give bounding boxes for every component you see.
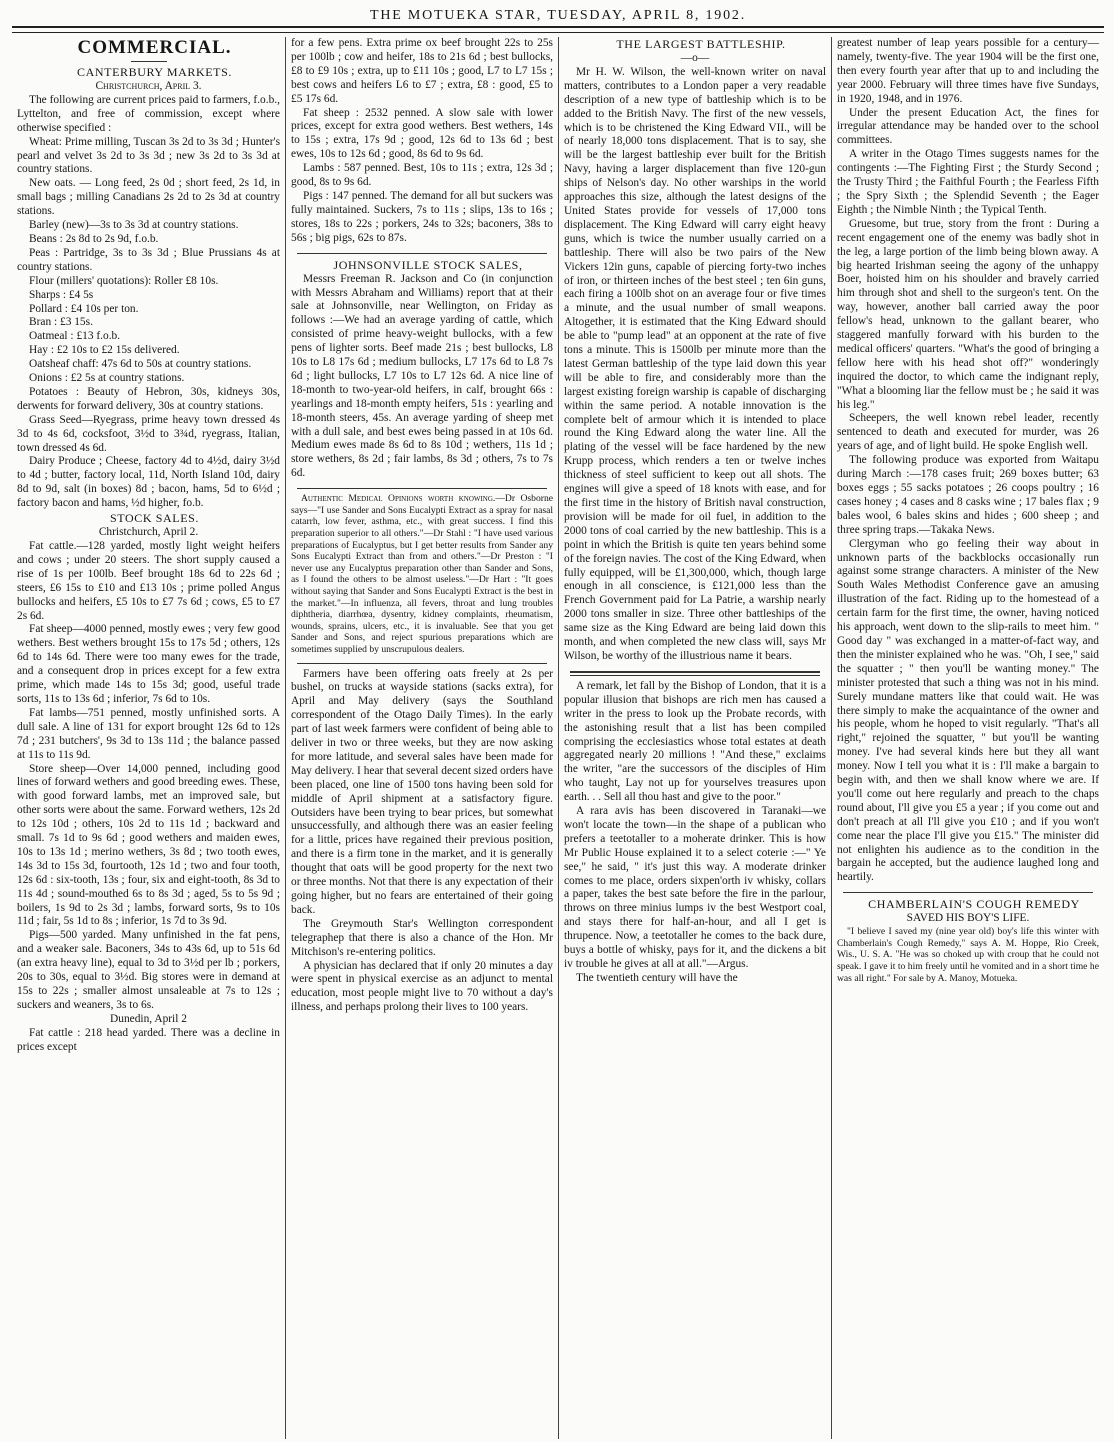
- paragraph: The following produce was exported from Waitapu during March :—178 cases fruit; 269 boxes butter; 63 boxes eggs ; 55 sacks potatoes ; 26 coops poultry ; 16 cases honey ; 4 cases and 8 casks wine ; 17 bales flax ; 9 bales wool, 6 bales skins and hides ; 600 sheep ; and three spring traps.—Takaka News.: [837, 454, 1099, 536]
- paragraph: The twentieth century will have the: [576, 971, 738, 984]
- paragraph: Barley (new)—3s to 3s 3d at country stations.: [29, 219, 239, 232]
- paragraph: Peas : Partridge, 3s to 3s 3d ; Blue Prussians 4s at country stations.: [17, 246, 280, 273]
- advert-body: —Dr Osborne says—"I use Sander and Sons Eucalypti Extract as a spray for nasal catarrh, low fever, asthma, etc., with great success. I find this preparation superior to all others."—Dr Stahl : "I have used various preparations of Eucalyptus, but I get better results from Sander any Sons Eucalypti Extract than from and others."—Dr Preston : "I never use any Eucalyptus preparation other than Sander and Sons, as I found the others to be almost useless."—Dr Hart : "It goes without saying that Sander and Sons Eucalypti Extract is the best in the market."—In influenza, all fevers, throat and lung troubles diphtheria, diarrhœa, dysentry, kidney complaints, rheumatism, wounds, sprains, ulcers, etc., it is invaluable. See that you get Sander and Sons, and reject spurious preparations which are sometimes supplied by unscrupulous dealers.: [291, 493, 554, 655]
- paragraph: Fat cattle.—128 yarded, mostly light weight heifers and cows ; under 20 steers. The short supply caused a rise of 1s per 100lb. Beef brought 18s 6d to 22s 6d ; steers, £6 15s to £10 and £13 10s ; prime polled Angus bullocks and heifers, £5 10s to £7 7s 6d ; cows, £5 to £7 2s 6d.: [17, 540, 280, 622]
- paragraph: Grass Seed—Ryegrass, prime heavy town dressed 4s 3d to 4s 6d, cocksfoot, 3½d to 3¾d, ryegrass, Italian, town dressed 4s 6d.: [17, 413, 280, 454]
- paragraph: The following are current prices paid to farmers, f.o.b., Lyttelton, and free of commission, except where otherwise specified :: [17, 93, 280, 134]
- column-2: [285, 37, 558, 1439]
- advert-body: "I believe I saved my (nine year old) boy's life this winter with Chamberlain's Cough Remedy," says A. M. Hoppe, Rio Creek, Wis., U. S. A. "He was so choked up with croup that he could not speak. I gave it to him freely until he vomited and in a short time he was all right." For sale by A. Manoy, Motueka.: [837, 926, 1099, 984]
- paragraph: Hay : £2 10s to £2 15s delivered.: [29, 344, 180, 357]
- paragraph: Scheepers, the well known rebel leader, recently sentenced to death and executed for murder, was 26 years of age, and of light build. He spoke English well.: [837, 412, 1099, 453]
- paragraph: Farmers have been offering oats freely at 2s per bushel, on trucks at wayside stations (sacks extra), for April and May delivery (says the Southland correspondent of the Otago Daily Times). In the early part of last week farmers were confident of being able to deliver in two or three weeks, but they are now asking for more latitude, and several sales have been made for May delivery. I hear that several decent sized orders have been placed, one line of 1500 tons having been sold for middle of April shipment at a satisfactory figure. Outsiders have been trying to bear prices, but somewhat unsuccessfully, and although there was an easier feeling for a little, prices have regained their previous position, and there is a firm tone in the market, and it is generally thought that oats will be good property for the next two or three months. Not that there is any expectation of their going higher, but no fears are entertained of their going back.: [291, 667, 553, 916]
- divider: [297, 253, 547, 254]
- advert-chamberlain: [837, 926, 1099, 984]
- paragraph: for a few pens. Extra prime ox beef brought 22s to 25s per 100lb ; cow and heifer, 18s to 21s 6d ; best bullocks, £8 to £9 10s ; extra, up to £11 10s ; good, L7 to L7 15s ; best cows and heifers L6 to £7 ; extra, £8 : good, £5 to £5 17s 6d.: [291, 37, 553, 105]
- paragraph: Dairy Produce ; Cheese, factory 4d to 4½d, dairy 3½d to 4d ; butter, factory local, 11d, North Island 10d, dairy 8d to 9d, salt (in boxes) 8d ; bacon, hams, 5d to 6½d ; factory bacon and hams, ½d higher, fo.b.: [17, 455, 280, 510]
- paragraph: Messrs Freeman R. Jackson and Co (in conjunction with Messrs Abraham and Williams) report that at their sale at Johnsonville, near Wellington, on Friday as follows :—We had an average yarding of cattle, which consisted of prime heavy-weight bullocks, with a few pens of lighter sorts. Beef made 21s ; best bullocks, L8 10s to L8 17s 6d ; medium bullocks, L7 17s 6d to L8 7s 6d ; light bullocks, L7 10s to L7 12s 6d. A nice line of 18-month to two-year-old heifers, in calf, brought 66s : yearlings and 18-month empty heifers, 51s : yearling and 18-month steers, 45s. An average yarding of sheep met with a dull sale, and best ewes being passed in at 10s 6d. Medium ewes made 8s 6d to 8s 10d ; wethers, 11s 1d ; store wethers, 8s 2d ; fair lambs, 8s 3d ; others, 7s to 7s 6d.: [291, 272, 553, 480]
- paragraph: Mr H. W. Wilson, the well-known writer on naval matters, contributes to a London paper a very readable description of a new type of battleship which is to be added to the British Navy. The first of the new vessels, which is to be christened the King Edward VII., will be of nearly 18,000 tons displacement. That is to say, she will be the largest battleship ever built for the British Navy, having a larger displacement than five 120-gun ships of Nelson's day. No other warships in the world approaches this size, although the latest designs of the United States provide for vessels of 17,000 tons displacement. The King Edward will carry eight heavy guns, which is twice the number usually carried on a battleship. There will also be two pairs of the New Vickers 12in guns, capable of piercing forty-two inches of iron, or thirteen inches of the best steel ; ten 6in guns, each firing a 100lb shot on an average four or five times a minute, and the usual number of small weapons. Altogether, it is estimated that the King Edward should be able to "pump lead" at an opponent at the rate of five tons a minute. This is 1500lb per minute more than the latest German battleship of the type laid down this year will be able to fire, and considerably more than the largest existing foreign warship is capable of discharging within the same period. A notable innovation is the complete belt of armour which it is intended to place round the King Edward along the water line. All the plating of the vessel will be face hardened by the new Krupp process, which renders a ten or twelve inches thickness of steel sufficient to keep out all shots. The engines will give a speed of 18 knots with ease, and for the first time in the history of British naval construction, provision will be made for oil fuel, in addition to the 2000 tons of coal carried by the new battleship. This is a point in which the British is quite ten years behind some of the foreign navies. The cost of the King Edward, when fully equipped, will be £1,300,000, which, though large enough in all conscience, is £121,000 less than the French Government paid for La Patrie, a warship nearly 2000 tons smaller in size. Three other battleships of the same size as the King Edward are being laid down this month, and when completed the new class will, says Mr Wilson, be worthy of the illustrious name it bears.: [564, 65, 826, 662]
- paragraph: Oatsheaf chaff: 47s 6d to 50s at country stations.: [29, 358, 252, 371]
- column-1: [12, 37, 285, 1439]
- advert-eucalypti: [291, 493, 553, 655]
- section-title-commercial: COMMERCIAL.: [77, 37, 232, 58]
- paragraph: Lambs : 587 penned. Best, 10s to 11s ; extra, 12s 3d ; good, 8s to 9s 6d.: [291, 162, 553, 189]
- paragraph: Beans : 2s 8d to 2s 9d, f.o.b.: [29, 232, 159, 245]
- masthead: THE MOTUEKA STAR, TUESDAY, APRIL 8, 1902.: [369, 8, 747, 23]
- paragraph: Pollard : £4 10s per ton.: [29, 302, 139, 315]
- paragraph: Fat lambs—751 penned, mostly unfinished sorts. A dull sale. A line of 131 for export brought 12s 6d to 12s 7d ; 231 butchers', 9s 3d to 13s 11d ; the balance passed at 11s to 11s 9d.: [17, 706, 280, 761]
- paragraph: Fat sheep—4000 penned, mostly ewes ; very few good wethers. Best wethers brought 15s to 17s 5d ; others, 12s 6d to 14s 6d. There were too many ewes for the trade, and a consequent drop in prices except for a few extra prime, which made 14s to 15s 3d; good, useful trade sorts, 11s to 13s 6d ; inferior, 7s 6d to 10s.: [17, 623, 280, 705]
- paragraph: Sharps : £4 5s: [29, 288, 94, 301]
- divider: [131, 61, 167, 62]
- heading-stock-sales: STOCK SALES.: [110, 511, 199, 526]
- divider: [570, 671, 820, 676]
- dateline: Christchurch, April 2.: [98, 526, 199, 539]
- canterbury-prices: [17, 94, 280, 511]
- heading-canterbury-markets: CANTERBURY MARKETS.: [77, 65, 232, 79]
- heading-johnsonville: JOHNSONVILLE STOCK SALES,: [333, 257, 523, 272]
- dateline: Dunedin, April 2: [110, 1012, 187, 1025]
- paragraph: Gruesome, but true, story from the front : During a recent engagement one of the enemy was badly shot in the leg, a large portion of the limb being blown away. A big hearted Irishman seeing the agony of the unhappy Boer, hoisted him on his shoulder and bravely carried him through shot and shell to the surgeon's tent. On the way, however, another ball carried away the poor fellow's head, unknown to the gallant bearer, who staggered manfully forward with his burden to the medical officers' quarters. "What's the good of bringing a fellow here with his head shot off?" wonderingly inquired the doctor, to which came the indignant reply, "What a blooming liar the fellow must be ; he said it was his leg.": [837, 217, 1099, 411]
- paragraph: Pigs : 147 penned. The demand for all but suckers was fully maintained. Suckers, 7s to 11s ; slips, 13s to 16s ; stores, 18s to 22s ; porkers, 24s to 32s; baconers, 38s to 56s ; big pigs, 62s to 87s.: [291, 189, 553, 244]
- paragraph: Fat cattle : 218 head yarded. There was a decline in prices except: [17, 1026, 280, 1053]
- heading-chamberlain: CHAMBERLAIN'S COUGH REMEDY: [868, 897, 1080, 912]
- advert-lead: Authentic Medical Opinions worth knowing.: [301, 493, 496, 505]
- dateline: Christchurch, April 3.: [95, 80, 202, 92]
- subheading-saved-life: SAVED HIS BOY'S LIFE.: [906, 912, 1030, 925]
- column-3: [558, 37, 831, 1439]
- divider: [297, 488, 547, 489]
- heading-largest-battleship: THE LARGEST BATTLESHIP.: [616, 37, 786, 51]
- divider: [297, 663, 547, 664]
- paragraph: Oatmeal : £13 f.o.b.: [29, 330, 121, 343]
- paragraph: A physician has declared that if only 20 minutes a day were spent in physical exercise as an adjunct to mental education, most people might live to 70 without a day's illness, and perhaps prolong their lives to 100 years.: [291, 959, 553, 1014]
- paragraph: Potatoes : Beauty of Hebron, 30s, kidneys 30s, derwents for forward delivery, 30s at country stations.: [17, 385, 280, 412]
- paragraph: Onions : £2 5s at country stations.: [29, 372, 185, 385]
- columns: [12, 37, 1104, 1439]
- paragraph: Fat sheep : 2532 penned. A slow sale with lower prices, except for extra good wethers. Best wethers, 14s to 15s ; extra, 17s 9d ; good, 12s 6d to 13s 6d ; best ewes, 10s to 12s 6d ; good, 8s 6d to 9s 6d.: [291, 106, 553, 161]
- column-4: [831, 37, 1104, 1439]
- ornament: —o—: [680, 52, 710, 64]
- paragraph: Under the present Education Act, the fines for irregular attendance may be handed over to the school committees.: [837, 106, 1099, 147]
- paragraph: Bran : £3 15s.: [29, 316, 93, 329]
- paragraph: Pigs—500 yarded. Many unfinished in the fat pens, and a weaker sale. Baconers, 34s to 43s 6d, up to 51s 6d (an extra heavy line), equal to 3d to 3½d per lb ; porkers, 20s to 30s, equal to 3½d. Big stores were in demand at 15s to 22s ; smaller almost unsaleable at 7s to 12s ; suckers and weaners, 3s to 6s.: [17, 929, 280, 1011]
- paragraph: A writer in the Otago Times suggests names for the contingents :—The Fighting First ; the Sturdy Second ; the Trusty Third ; the Faithful Fourth ; the Fearless Fifth ; the Spry Sixth ; the Splendid Seventh ; the Eager Eighth ; the Nimble Ninth ; the Typical Tenth.: [837, 148, 1099, 216]
- paragraph: A remark, let fall by the Bishop of London, that it is a popular illusion that bishops are rich men has caused a writer in the press to look up the Probate records, with the astonishing result that a list has been compiled comprising the ecclesiastics whose total estates at death aggregated nearly 20 millions ! "And these," exclaims the writer, "are the successors of the disciples of Him who taught, Lay not up for yourselves treasures upon earth. . . Sell all thou hast and give to the poor.": [564, 679, 826, 804]
- paragraph: Store sheep—Over 14,000 penned, including good lines of forward wethers and good breeding ewes. These, with good forward lambs, met an improved sale, but other sorts were about the same. Forward wethers, 12s 2d to 12s 10d ; others, 10s 2d to 11s 1d ; backward and small. 7s 1d to 9s 6d ; good wethers and maiden ewes, 10s to 13s 1d ; merino wethers, 3s 8d ; two tooth ewes, 14s 3d to 15s 3d, fourtooth, 12s 1d ; two and four tooth, 12s 6d : six-tooth, 13s ; four, six and eight-tooth, 8s 3d to 11s 4d ; sound-mouthed 6s to 8s 3d ; aged, 5s to 5s 9d ; boilers, 1s 9d to 2s 3d ; lambs, forward sorts, 9s to 10s 11d ; fair, 5s 1d to 8s ; inferior, 1s 7d to 3s 9d.: [17, 762, 280, 928]
- paragraph: Clergyman who go feeling their way about in unknown parts of the backblocks occasionally run against some strange characters. A minister of the New South Wales Methodist Conference gave an amusing illustration of the fact. Riding up to the homestead of a certain farm for the first time, the owner, having noticed his approach, went down to the slip-rails to meet him. " Good day " was exchanged in a matter-of-fact way, and then the minister explained who he was. "Oh, I see," said the squatter ; " then you'll be wanting money." The minister protested that such a thing was not in his mind. Surely mundane matters like that could wait. He was there simply to make the acquaintance of the owner and his people, whom he hoped to visit regularly. "That's all right," rejoined the squatter, " but you'll be wanting money. I've had several kinds here but they all want money. Now I tell you what it is : I'll make a bargain to begin with, and then we shall know where we are. If you'll come out here regularly and preach to the chaps round about, I'll give you £5 a year ; if you come out and don't preach at all I'll give you £10 ; and if you won't come near the place I'll give you £15." The minister did not enlighten his audience as to the condition in the bargain he accepted, but the audience laughed long and heartily.: [837, 537, 1099, 884]
- paragraph: Flour (millers' quotations): Roller £8 10s.: [29, 274, 219, 287]
- paragraph: The Greymouth Star's Wellington correspondent telegraphep that there is also a chance of the Hon. Mr Mitchison's re-entering politics.: [291, 917, 553, 958]
- paragraph: Wheat: Prime milling, Tuscan 3s 2d to 3s 3d ; Hunter's pearl and velvet 3s 2d to 3s 3d ; new 3s 2d to 3s 3d at country stations.: [17, 135, 280, 176]
- masthead-rule: [12, 26, 1104, 33]
- paragraph: A rara avis has been discovered in Taranaki—we won't locate the town—in the shape of a publican who prefers a teetotaller to a moherate drinker. This is how Mr Public House explained it to a select coterie :—" Ye see," he said, " it's just this way. A moderate drinker comes to me place, orders sixpen'orth iv whisky, collars a paper, takes the best sate before the fire in the parlour, throws on three minius lumps iv the best Westport coal, and stays there for half-an-hour, and all I get is thrupence. Now, a teetotaller he comes to the back dure, buys a bottle of whisky, pays for it, and the dickens a bit iv trouble he gives at all at all."—Argus.: [564, 805, 826, 970]
- paragraph: greatest number of leap years possible for a century—namely, twenty-five. The year 1904 will be the first one, then every fourth year after that up to and including the year 2000. February will three times have five Sundays, in 1920, 1948, and in 1976.: [837, 37, 1099, 105]
- paragraph: New oats. — Long feed, 2s 0d ; short feed, 2s 1d, in small bags ; milling Canadians 2s 2d to 2s 3d at country stations.: [17, 177, 280, 218]
- divider: [843, 892, 1093, 893]
